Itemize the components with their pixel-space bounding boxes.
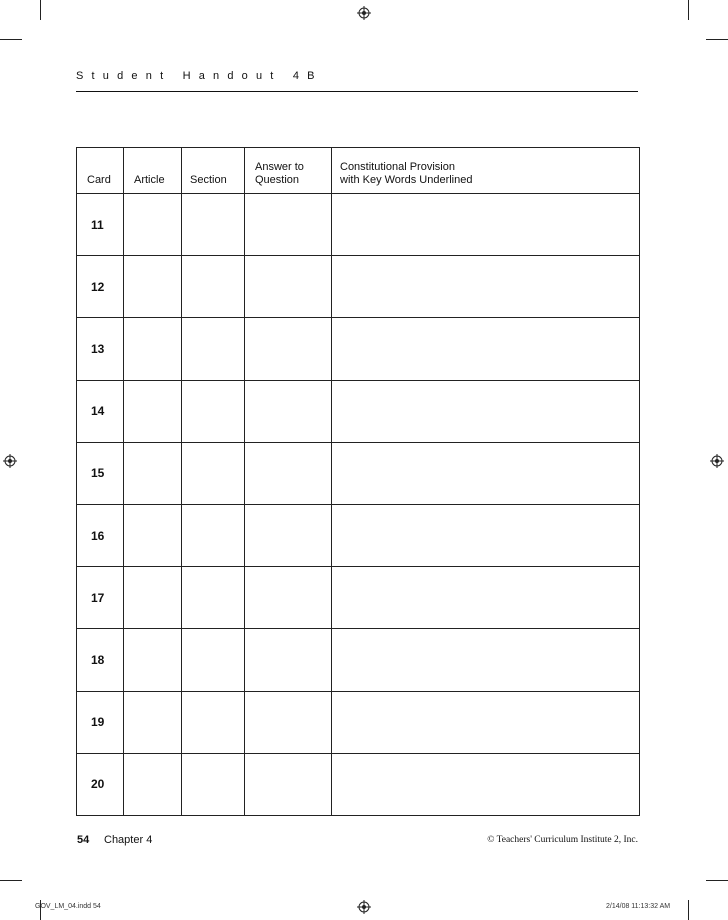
table-row <box>77 318 640 380</box>
answer-cell[interactable] <box>245 256 332 318</box>
answer-cell[interactable] <box>245 691 332 753</box>
card-number: 15 <box>77 442 124 504</box>
answer-cell[interactable] <box>245 567 332 629</box>
article-cell[interactable] <box>124 380 182 442</box>
article-cell[interactable] <box>124 504 182 566</box>
section-cell[interactable] <box>182 380 245 442</box>
table-row <box>77 629 640 691</box>
provision-cell[interactable] <box>332 691 640 753</box>
table-row <box>77 504 640 566</box>
card-number: 11 <box>77 194 124 256</box>
column-header-section: Section <box>182 148 245 194</box>
card-number: 13 <box>77 318 124 380</box>
column-header-provision: Constitutional Provision with Key Words Underlined <box>332 148 640 194</box>
registration-mark-icon <box>3 454 17 468</box>
page-title: Student Handout 4B <box>76 70 323 82</box>
card-number: 20 <box>77 753 124 815</box>
provision-cell[interactable] <box>332 629 640 691</box>
section-cell[interactable] <box>182 442 245 504</box>
crop-mark <box>688 900 689 920</box>
article-cell[interactable] <box>124 629 182 691</box>
article-cell[interactable] <box>124 194 182 256</box>
table-row <box>77 567 640 629</box>
article-cell[interactable] <box>124 318 182 380</box>
chapter-label: Chapter 4 <box>104 834 153 846</box>
registration-mark-icon <box>357 6 371 20</box>
answer-cell[interactable] <box>245 318 332 380</box>
card-number: 19 <box>77 691 124 753</box>
table-row <box>77 753 640 815</box>
answer-cell[interactable] <box>245 629 332 691</box>
handout-table <box>76 147 640 816</box>
article-cell[interactable] <box>124 442 182 504</box>
card-number: 17 <box>77 567 124 629</box>
section-cell[interactable] <box>182 194 245 256</box>
provision-cell[interactable] <box>332 194 640 256</box>
registration-mark-icon <box>710 454 724 468</box>
crop-mark <box>0 880 22 881</box>
crop-mark <box>706 39 728 40</box>
article-cell[interactable] <box>124 753 182 815</box>
table-header-row <box>77 148 640 194</box>
provision-cell[interactable] <box>332 442 640 504</box>
answer-cell[interactable] <box>245 504 332 566</box>
column-header-card: Card <box>77 148 124 194</box>
section-cell[interactable] <box>182 318 245 380</box>
section-cell[interactable] <box>182 753 245 815</box>
crop-mark <box>706 880 728 881</box>
column-header-article: Article <box>124 148 182 194</box>
card-number: 14 <box>77 380 124 442</box>
section-cell[interactable] <box>182 256 245 318</box>
table-row <box>77 256 640 318</box>
table-row <box>77 194 640 256</box>
provision-cell[interactable] <box>332 753 640 815</box>
copyright-notice: © Teachers' Curriculum Institute 2, Inc. <box>487 835 638 845</box>
answer-cell[interactable] <box>245 442 332 504</box>
answer-cell[interactable] <box>245 380 332 442</box>
file-slug: GOV_LM_04.indd 54 <box>35 903 101 910</box>
crop-mark <box>688 0 689 20</box>
provision-cell[interactable] <box>332 567 640 629</box>
crop-mark <box>0 39 22 40</box>
article-cell[interactable] <box>124 256 182 318</box>
crop-mark <box>40 0 41 20</box>
datetime-slug: 2/14/08 11:13:32 AM <box>606 903 671 910</box>
article-cell[interactable] <box>124 691 182 753</box>
answer-cell[interactable] <box>245 753 332 815</box>
table-row <box>77 691 640 753</box>
provision-cell[interactable] <box>332 504 640 566</box>
article-cell[interactable] <box>124 567 182 629</box>
card-number: 12 <box>77 256 124 318</box>
provision-cell[interactable] <box>332 380 640 442</box>
section-cell[interactable] <box>182 629 245 691</box>
section-cell[interactable] <box>182 691 245 753</box>
answer-cell[interactable] <box>245 194 332 256</box>
column-header-answer: Answer to Question <box>245 148 332 194</box>
provision-cell[interactable] <box>332 318 640 380</box>
section-cell[interactable] <box>182 504 245 566</box>
provision-cell[interactable] <box>332 256 640 318</box>
table-row <box>77 442 640 504</box>
card-number: 16 <box>77 504 124 566</box>
card-number: 18 <box>77 629 124 691</box>
page-number: 54 <box>77 834 90 846</box>
table-row <box>77 380 640 442</box>
header-rule <box>76 91 638 92</box>
section-cell[interactable] <box>182 567 245 629</box>
registration-mark-icon <box>357 900 371 914</box>
